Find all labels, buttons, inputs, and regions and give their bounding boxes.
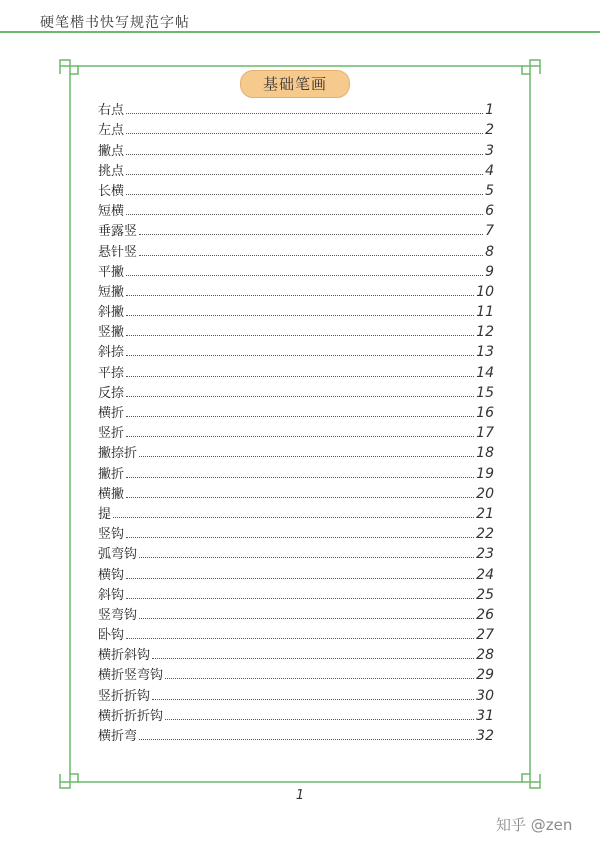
toc-dot-leader	[126, 537, 474, 538]
toc-entry-page: 10	[476, 283, 494, 300]
header-title: 硬笔楷书快写规范字帖	[40, 15, 190, 31]
toc-entry[interactable]	[98, 663, 494, 683]
toc-entry[interactable]	[98, 482, 494, 502]
toc-dot-leader	[165, 678, 474, 679]
toc-entry-label: 斜捺	[98, 345, 125, 361]
toc-entry[interactable]	[98, 199, 494, 219]
toc-dot-leader	[139, 255, 483, 256]
toc-entry-label: 卧钩	[98, 628, 125, 644]
toc-entry-label: 横撇	[98, 486, 125, 502]
toc-entry[interactable]	[98, 98, 494, 118]
toc-entry[interactable]	[98, 683, 494, 703]
toc-entry[interactable]	[98, 542, 494, 562]
toc-entry-page: 1	[485, 102, 494, 119]
toc-entry-label: 垂露竖	[98, 224, 138, 240]
toc-dot-leader	[126, 396, 474, 397]
toc-dot-leader	[126, 638, 474, 639]
toc-entry-page: 26	[476, 606, 494, 623]
toc-entry-label: 短横	[98, 204, 125, 220]
toc-dot-leader	[126, 315, 474, 316]
toc-entry-page: 23	[476, 546, 494, 563]
toc-entry-page: 13	[476, 344, 494, 361]
table-of-contents	[98, 98, 494, 744]
toc-entry-page: 11	[476, 304, 494, 321]
toc-entry-label: 撇点	[98, 143, 125, 159]
toc-dot-leader	[126, 194, 483, 195]
toc-entry-label: 左点	[98, 123, 125, 139]
toc-entry-page: 19	[476, 465, 494, 482]
toc-entry[interactable]	[98, 300, 494, 320]
toc-dot-leader	[139, 234, 483, 235]
toc-entry-label: 横折竖弯钩	[98, 668, 164, 684]
toc-entry-page: 12	[476, 324, 494, 341]
toc-entry-label: 弧弯钩	[98, 547, 138, 563]
toc-entry-page: 16	[476, 405, 494, 421]
toc-dot-leader	[126, 578, 474, 579]
toc-entry-label: 竖弯钩	[98, 607, 138, 623]
toc-dot-leader	[139, 456, 474, 457]
toc-dot-leader	[126, 295, 474, 296]
toc-entry[interactable]	[98, 381, 494, 401]
toc-entry-label: 挑点	[98, 163, 125, 179]
toc-dot-leader	[139, 618, 474, 619]
toc-entry-label: 竖钩	[98, 527, 125, 543]
toc-entry-label: 横折弯	[98, 729, 138, 744]
toc-entry-label: 反捺	[98, 385, 125, 401]
toc-entry-page: 5	[485, 182, 494, 199]
toc-entry-page: 4	[485, 162, 494, 179]
toc-entry-label: 提	[98, 506, 112, 522]
toc-entry-page: 21	[476, 505, 494, 522]
page-number: 1	[295, 788, 305, 803]
toc-entry-page: 22	[476, 526, 494, 543]
toc-entry[interactable]	[98, 260, 494, 280]
toc-entry-page: 9	[485, 263, 494, 280]
toc-dot-leader	[126, 497, 474, 498]
toc-dot-leader	[126, 355, 474, 356]
toc-entry-label: 竖折折钩	[98, 688, 151, 704]
toc-entry-label: 悬针竖	[98, 244, 138, 260]
toc-entry-label: 平捺	[98, 365, 125, 381]
toc-dot-leader	[126, 416, 474, 417]
toc-entry[interactable]	[98, 583, 494, 603]
watermark: 知乎 @zen	[496, 816, 573, 834]
toc-dot-leader	[113, 517, 474, 518]
toc-dot-leader	[126, 376, 474, 377]
toc-entry[interactable]	[98, 562, 494, 582]
toc-entry-label: 长横	[98, 183, 125, 199]
toc-entry-page: 17	[476, 425, 494, 442]
toc-dot-leader	[126, 113, 483, 114]
toc-dot-leader	[139, 739, 474, 740]
toc-entry[interactable]	[98, 724, 494, 744]
toc-entry[interactable]	[98, 219, 494, 239]
toc-dot-leader	[126, 133, 483, 134]
toc-entry-page: 24	[476, 566, 494, 583]
toc-entry[interactable]	[98, 461, 494, 481]
toc-entry-label: 斜撇	[98, 305, 125, 321]
toc-entry-label: 竖折	[98, 426, 125, 442]
toc-entry[interactable]	[98, 502, 494, 522]
toc-entry-label: 横折斜钩	[98, 648, 151, 664]
toc-entry[interactable]	[98, 360, 494, 380]
toc-entry-page: 3	[485, 142, 494, 159]
toc-entry-label: 横折折折钩	[98, 708, 164, 724]
toc-entry-page: 28	[476, 647, 494, 664]
toc-entry-label: 平撇	[98, 264, 125, 280]
toc-entry-page: 15	[476, 384, 494, 401]
toc-entry[interactable]	[98, 340, 494, 360]
toc-entry-page: 8	[485, 243, 494, 260]
toc-dot-leader	[139, 557, 474, 558]
toc-entry-label: 撇折	[98, 466, 125, 482]
toc-entry[interactable]	[98, 179, 494, 199]
toc-entry-page: 30	[476, 687, 494, 704]
toc-entry-page: 29	[476, 667, 494, 684]
toc-entry-label: 竖撇	[98, 325, 125, 341]
toc-entry-page: 6	[485, 203, 494, 220]
toc-dot-leader	[126, 174, 483, 175]
toc-dot-leader	[152, 699, 474, 700]
toc-entry-label: 短撇	[98, 284, 125, 300]
toc-entry-page: 32	[476, 728, 494, 744]
toc-entry-label: 斜钩	[98, 587, 125, 603]
toc-entry-label: 右点	[98, 103, 125, 119]
toc-entry[interactable]	[98, 159, 494, 179]
toc-entry-page: 27	[476, 627, 494, 644]
toc-dot-leader	[126, 154, 483, 155]
toc-entry-page: 14	[476, 364, 494, 381]
toc-dot-leader	[152, 658, 474, 659]
toc-entry[interactable]	[98, 280, 494, 300]
toc-entry[interactable]	[98, 603, 494, 623]
toc-entry[interactable]	[98, 138, 494, 158]
toc-dot-leader	[126, 436, 474, 437]
toc-entry[interactable]	[98, 623, 494, 643]
toc-entry-label: 横折	[98, 406, 125, 421]
toc-entry-page: 2	[485, 122, 494, 139]
toc-dot-leader	[126, 214, 483, 215]
toc-entry-label: 撇捺折	[98, 446, 138, 462]
toc-entry-label: 横钩	[98, 567, 125, 583]
toc-dot-leader	[126, 598, 474, 599]
toc-entry[interactable]	[98, 401, 494, 421]
toc-entry[interactable]	[98, 421, 494, 441]
toc-entry-page: 7	[485, 223, 494, 240]
toc-dot-leader	[126, 335, 474, 336]
toc-dot-leader	[126, 275, 483, 276]
toc-entry[interactable]	[98, 522, 494, 542]
toc-entry-page: 20	[476, 485, 494, 502]
toc-entry[interactable]	[98, 704, 494, 724]
toc-entry[interactable]	[98, 643, 494, 663]
section-title-pill: 基础笔画	[240, 70, 350, 98]
toc-dot-leader	[126, 477, 474, 478]
toc-entry[interactable]	[98, 441, 494, 461]
toc-entry[interactable]	[98, 320, 494, 340]
toc-entry-page: 31	[476, 707, 494, 724]
toc-entry[interactable]	[98, 239, 494, 259]
toc-dot-leader	[165, 719, 474, 720]
toc-entry[interactable]	[98, 118, 494, 138]
toc-entry-page: 25	[476, 586, 494, 603]
toc-entry-page: 18	[476, 445, 494, 462]
